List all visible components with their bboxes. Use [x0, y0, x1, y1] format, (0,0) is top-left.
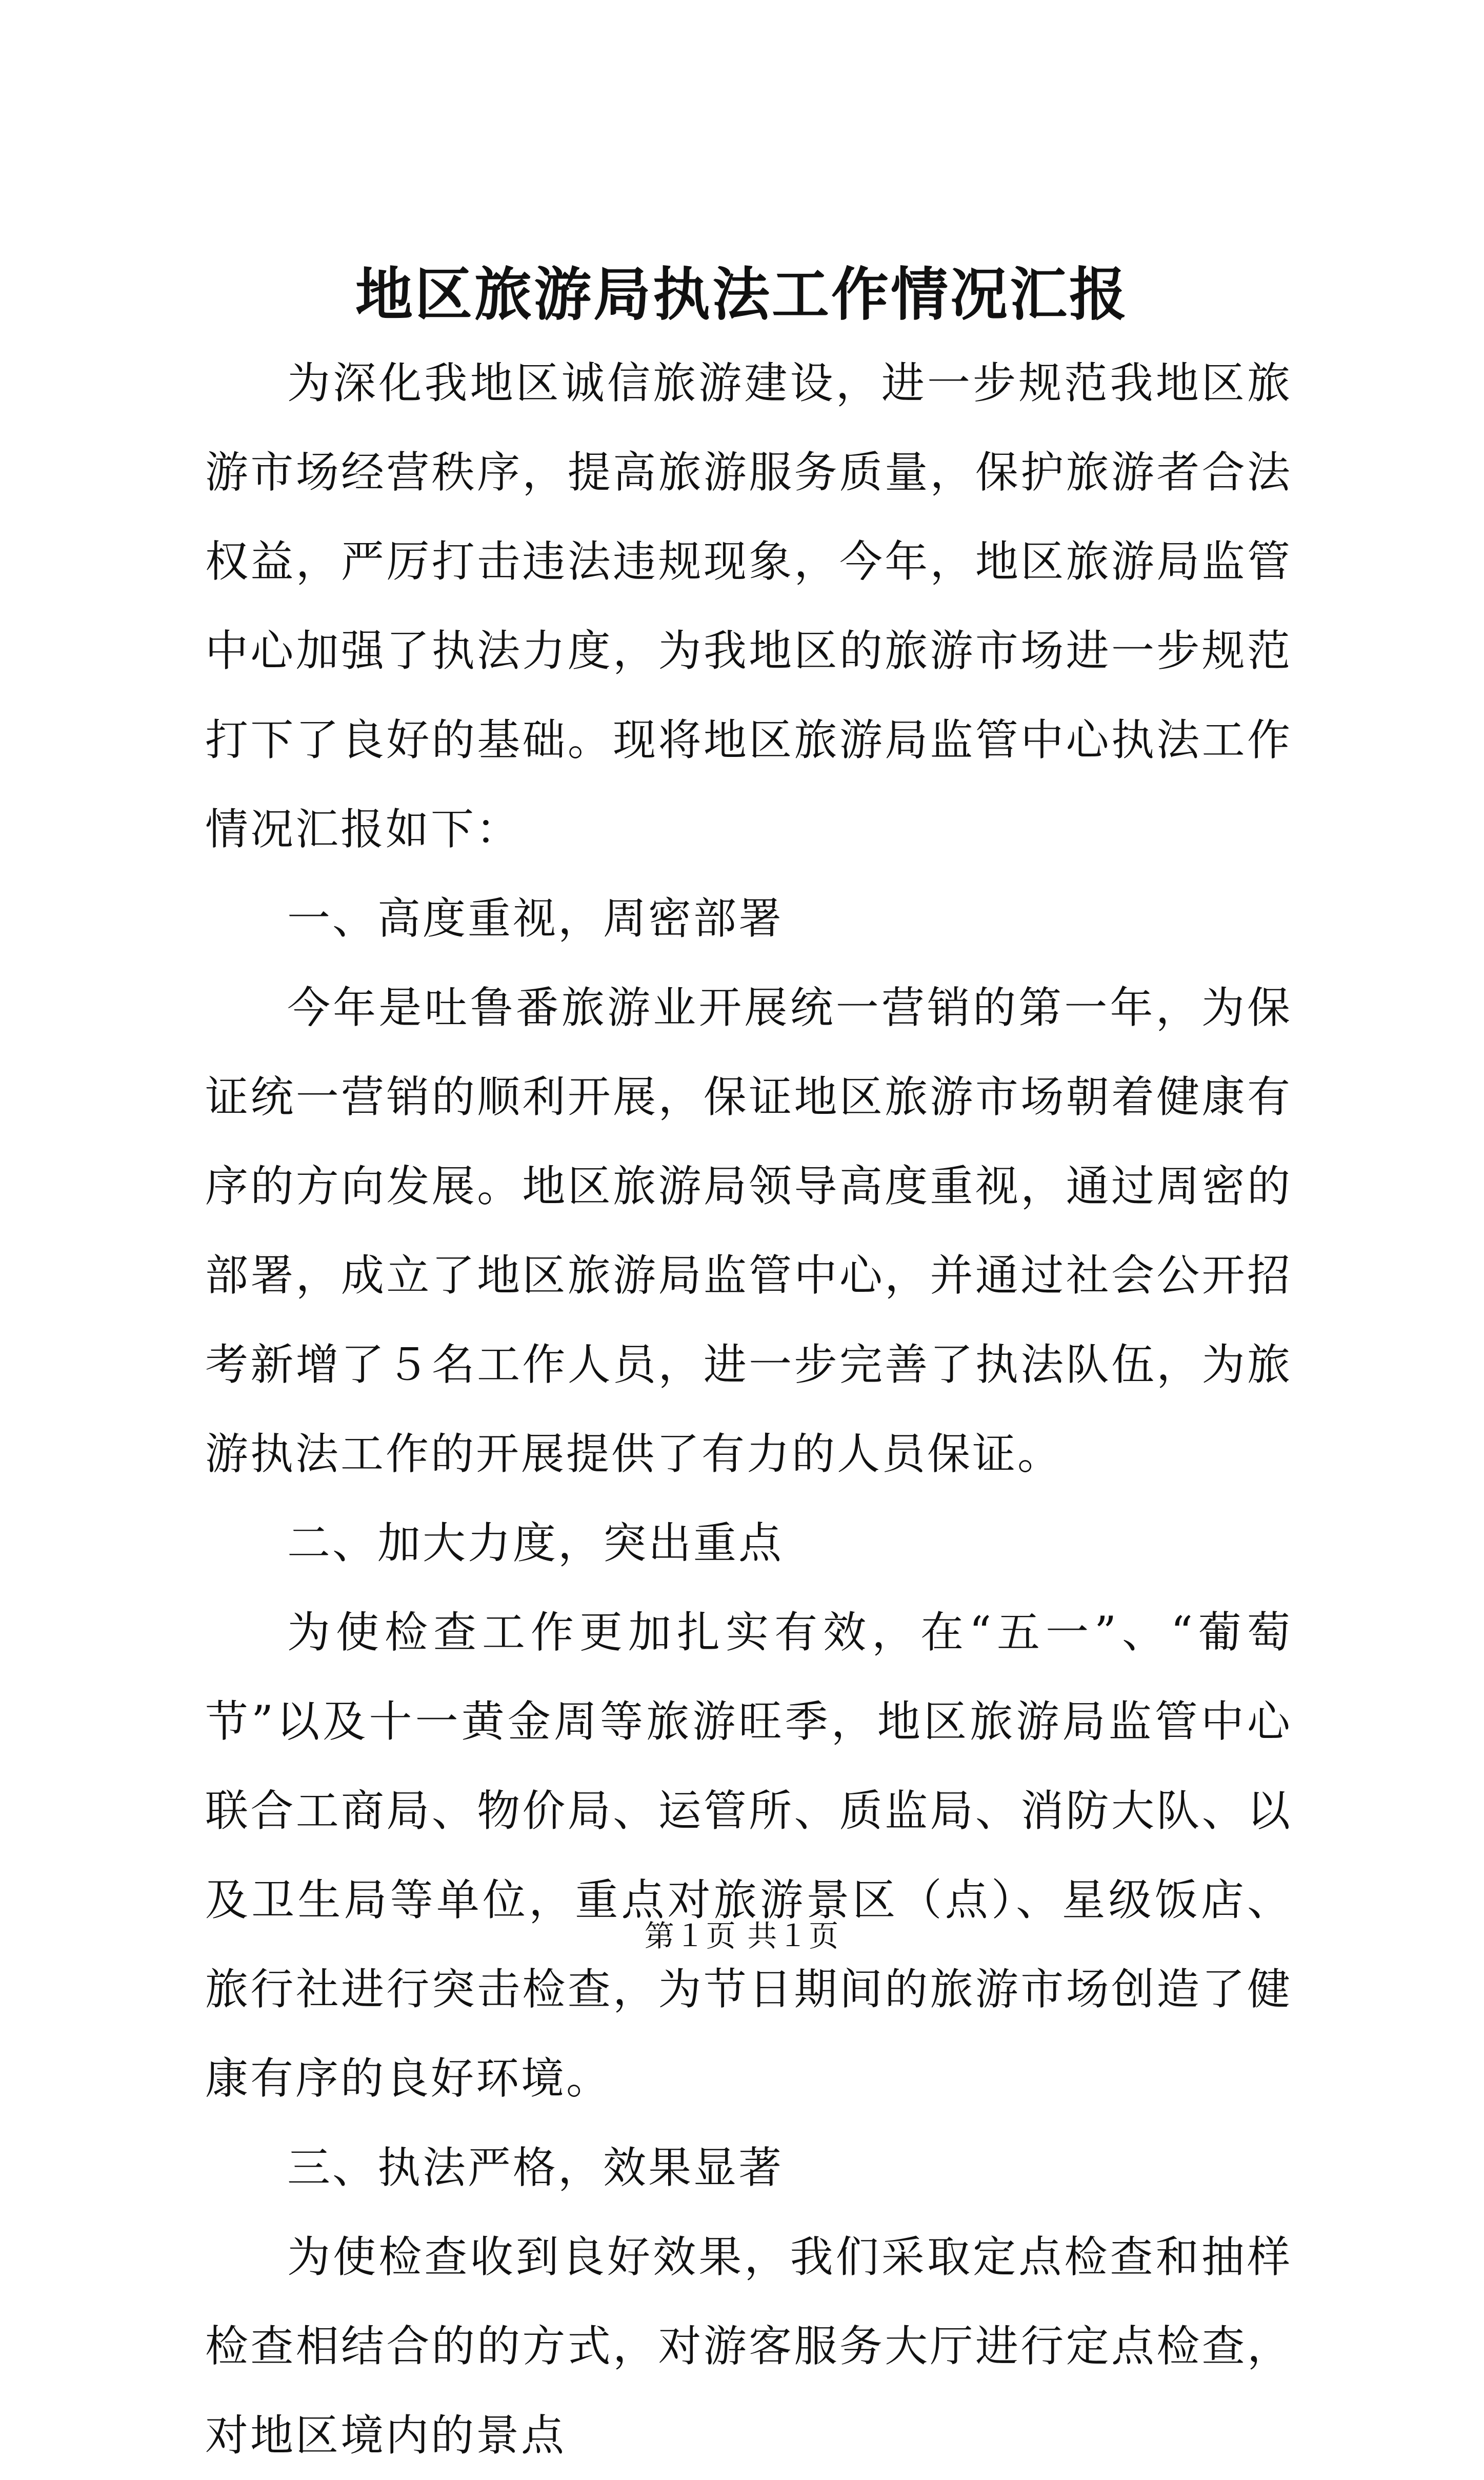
page-footer: 第１页 共１页: [644, 1918, 840, 1953]
section-paragraph-1: 今年是吐鲁番旅游业开展统一营销的第一年，为保证统一营销的顺利开展，保证地区旅游市场朝着健康有序的方向发展。地区旅游局领导高度重视，通过周密的部署，成立了地区旅游局监管中心，并通过社会公开招考新增了５名工作人员，进一步完善了执法队伍，为旅游执法工作的开展提供了有力的人员保证。: [205, 983, 1292, 1479]
document-body: [205, 338, 1292, 2480]
intro-paragraph: 为深化我地区诚信旅游建设，进一步规范我地区旅游市场经营秩序，提高旅游服务质量，保护旅游者合法权益，严厉打击违法违规现象，今年，地区旅游局监管中心加强了执法力度，为我地区的旅游市场进一步规范打下了良好的基础。现将地区旅游局监管中心执法工作情况汇报如下：: [205, 358, 1292, 854]
section-heading-2: 二、加大力度，突出重点: [287, 1518, 784, 1568]
document-title: 地区旅游局执法工作情况汇报: [355, 261, 1129, 328]
section-heading-1: 一、高度重视，周密部署: [287, 893, 784, 944]
section-heading-3: 三、执法严格，效果显著: [287, 2143, 784, 2193]
section-paragraph-3: 为使检查收到良好效果，我们采取定点检查和抽样检查相结合的的方式，对游客服务大厅进行定点检查，对地区境内的景点: [205, 2232, 1292, 2461]
section-paragraph-2: 为使检查工作更加扎实有效，在“五一”、“葡萄节”以及十一黄金周等旅游旺季，地区旅游局监管中心联合工商局、物价局、运管所、质监局、消防大队、以及卫生局等单位，重点对旅游景区（点）、星级饭店、旅行社进行突击检查，为节日期间的旅游市场创造了健康有序的良好环境。: [205, 1607, 1292, 2104]
